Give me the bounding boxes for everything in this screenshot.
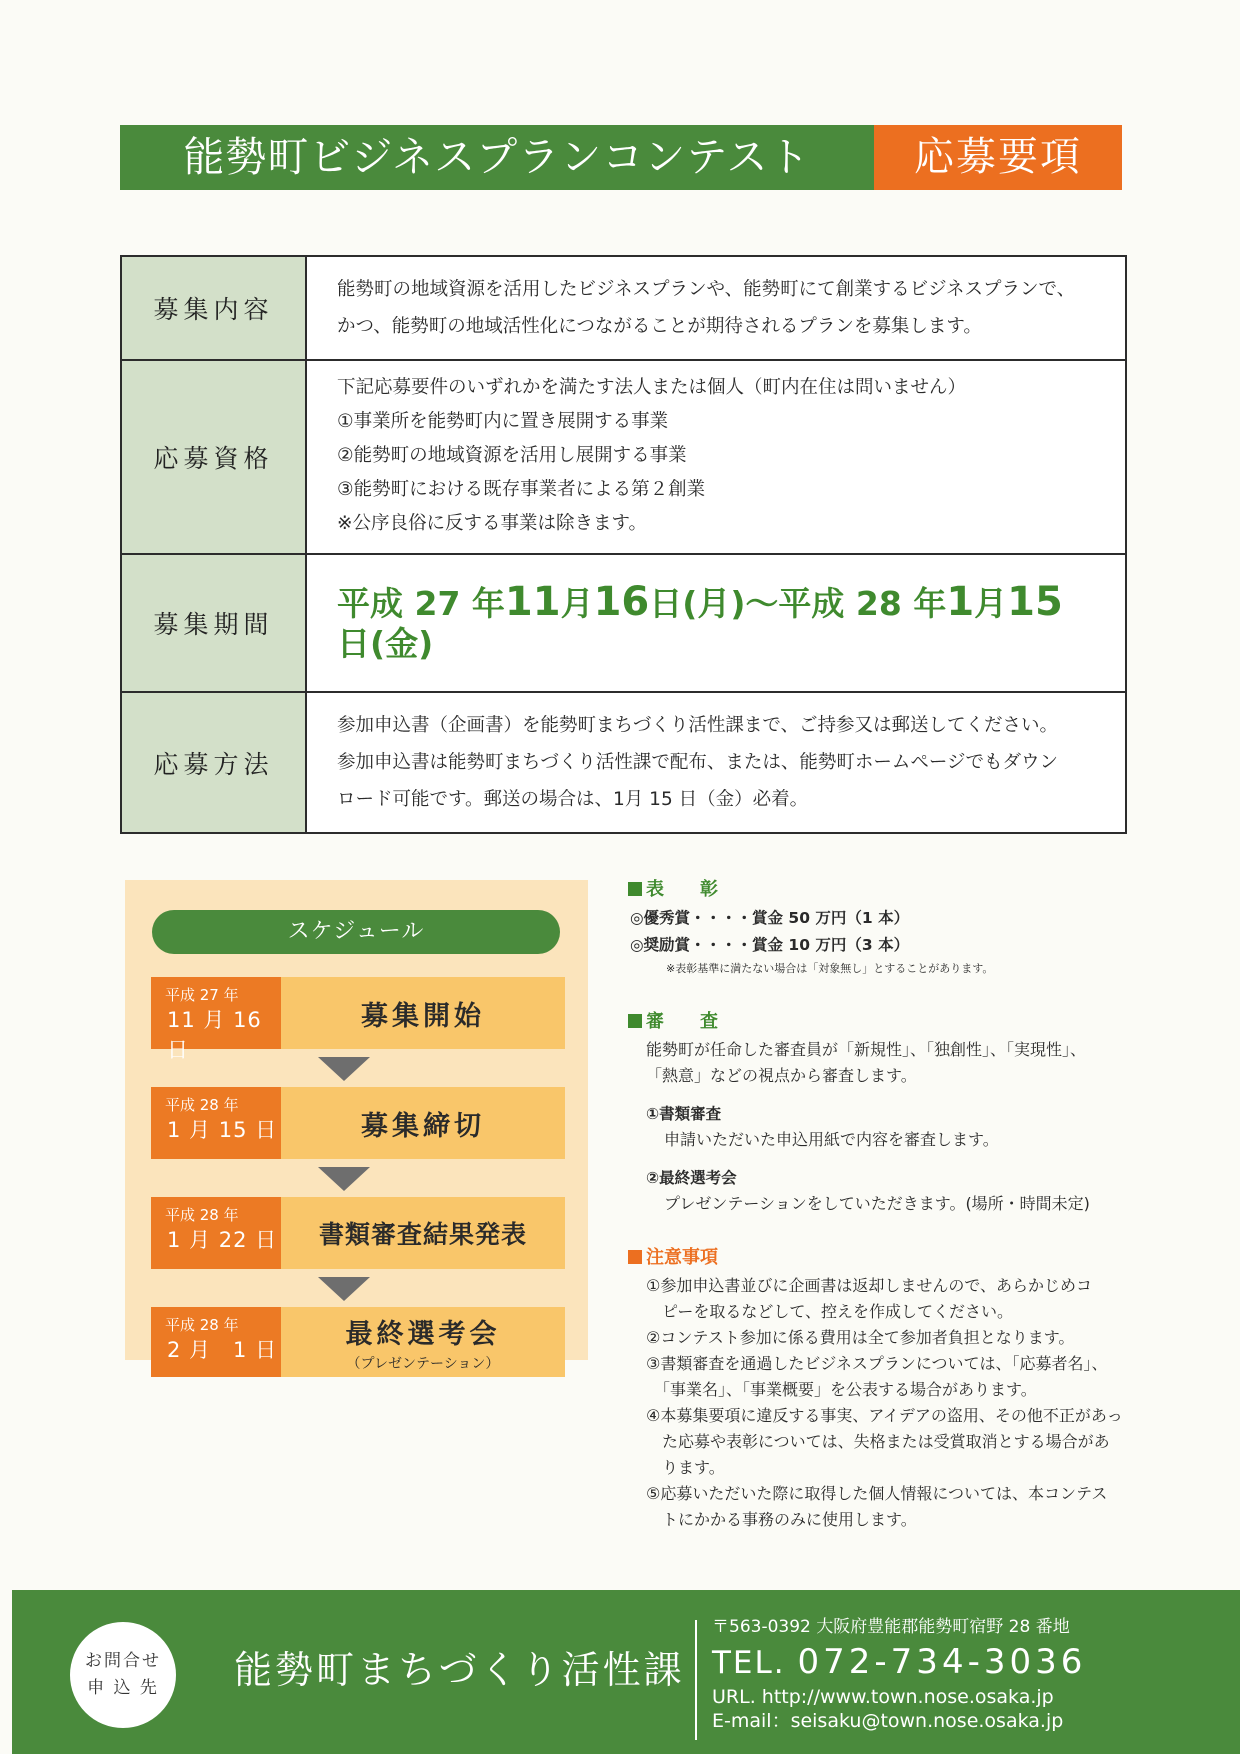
footer-divider xyxy=(695,1620,697,1740)
note-line: トにかかる事務のみに使用します。 xyxy=(646,1510,917,1529)
down-arrow-icon xyxy=(318,1277,370,1301)
step-label-main: 最終選考会 xyxy=(345,1318,501,1350)
period-month-unit: 月 xyxy=(560,584,594,623)
step-year: 平成 28 年 xyxy=(165,1316,239,1334)
schedule-step xyxy=(151,1087,565,1159)
review-line: 「熱意」などの視点から審査します。 xyxy=(646,1066,917,1085)
schedule-step xyxy=(151,1307,565,1377)
step-date xyxy=(151,977,281,1062)
period-day-unit: 日 xyxy=(649,584,683,623)
period-month-end: 1 xyxy=(946,579,975,625)
info-row-period xyxy=(122,555,1125,693)
period-month-start: 11 xyxy=(504,579,561,625)
info-row-content xyxy=(122,257,1125,361)
period-weekday-start: (月) xyxy=(682,584,746,623)
info-line: 参加申込書は能勢町まちづくり活性課で配布、または、能勢町ホームページでもダウン xyxy=(337,752,1058,773)
review-stage-head: ②最終選考会 xyxy=(646,1169,737,1187)
period-month-unit: 月 xyxy=(974,584,1008,623)
review-line: 能勢町が任命した審査員が「新規性」、「独創性」、「実現性」、 xyxy=(646,1040,1087,1059)
page-title: 能勢町ビジネスプランコンテスト xyxy=(183,133,811,181)
info-line: 能勢町の地域資源を活用したビジネスプランや、能勢町にて創業するビジネスプランで、 xyxy=(337,279,1076,300)
step-label-sub: （プレゼンテーション） xyxy=(346,1355,500,1372)
period-era-start: 平成 27 年 xyxy=(337,584,505,623)
info-body xyxy=(307,361,1125,553)
step-day: 1 月 15 日 xyxy=(167,1118,278,1142)
step-day: 1 月 22 日 xyxy=(167,1228,278,1252)
schedule-step xyxy=(151,977,565,1062)
contact-badge-line: 申 込 先 xyxy=(87,1678,159,1698)
tel-number: 072-734-3036 xyxy=(797,1642,1087,1682)
contact-footer xyxy=(12,1590,1240,1754)
period-day-unit: 日 xyxy=(337,624,370,663)
step-year: 平成 27 年 xyxy=(165,986,239,1004)
review-stage-text: プレゼンテーションをしていただきます。(場所・時間未定) xyxy=(664,1194,1090,1213)
details-column xyxy=(628,875,1148,1533)
period-separator: ～ xyxy=(745,584,779,623)
section-head-awards xyxy=(628,875,1148,901)
step-label xyxy=(281,1307,565,1377)
step-date xyxy=(151,1307,281,1377)
info-head: 応募資格 xyxy=(122,361,307,553)
contact-info xyxy=(712,1614,1086,1733)
info-line: ③能勢町における既存事業者による第２創業 xyxy=(337,479,706,500)
info-row-method xyxy=(122,693,1125,832)
info-row-eligibility xyxy=(122,361,1125,555)
award-note: ※表彰基準に満たない場合は「対象無し」とすることがあります。 xyxy=(666,962,994,975)
step-date xyxy=(151,1087,281,1159)
info-line: ※公序良俗に反する事業は除きます。 xyxy=(337,513,648,534)
info-line: 下記応募要件のいずれかを満たす法人または個人（町内在住は問いません） xyxy=(337,377,967,398)
note-line: ④本募集要項に違反する事実、アイデアの盗用、その他不正があっ xyxy=(646,1406,1123,1425)
section-head-notes xyxy=(628,1243,1148,1269)
schedule-title: スケジュール xyxy=(152,910,560,954)
title-band xyxy=(120,125,1122,190)
section-head-text: 審 査 xyxy=(646,1011,718,1032)
info-line: ロード可能です。郵送の場合は、1月 15 日（金）必着。 xyxy=(337,789,809,810)
review-stage-head: ①書類審査 xyxy=(646,1105,722,1123)
note-line: ①参加申込書並びに企画書は返却しませんので、あらかじめコ xyxy=(646,1276,1093,1295)
square-bullet-icon xyxy=(628,882,642,896)
note-line: た応募や表彰については、失格または受賞取消とする場合があ xyxy=(646,1432,1110,1451)
schedule-step xyxy=(151,1197,565,1269)
step-label xyxy=(281,1197,565,1269)
step-day: 2 月 1 日 xyxy=(167,1338,278,1362)
down-arrow-icon xyxy=(318,1167,370,1191)
contact-badge-line: お問合せ xyxy=(85,1651,161,1671)
square-bullet-icon xyxy=(628,1014,642,1028)
step-day: 11 月 16 日 xyxy=(167,1008,262,1062)
note-line: ⑤応募いただいた際に取得した個人情報については、本コンテス xyxy=(646,1484,1108,1503)
step-year: 平成 28 年 xyxy=(165,1096,239,1114)
period-day-start: 16 xyxy=(593,579,650,625)
step-date xyxy=(151,1197,281,1269)
note-line: 「事業名」、「事業概要」を公表する場合があります。 xyxy=(646,1380,1037,1399)
info-head: 募集内容 xyxy=(122,257,307,359)
info-body xyxy=(307,257,1125,359)
step-label-main: 募集開始 xyxy=(361,1000,485,1032)
down-arrow-icon xyxy=(318,1057,370,1081)
contact-badge xyxy=(70,1622,176,1728)
info-line: ②能勢町の地域資源を活用し展開する事業 xyxy=(337,445,687,466)
schedule-panel xyxy=(125,880,588,1372)
note-line: ピーを取るなどして、控えを作成してください。 xyxy=(646,1302,1014,1321)
section-head-text: 表 彰 xyxy=(646,879,718,900)
step-label xyxy=(281,1087,565,1159)
info-line: 参加申込書（企画書）を能勢町まちづくり活性課まで、ご持参又は郵送してください。 xyxy=(337,715,1058,736)
step-label xyxy=(281,977,565,1049)
info-line: ①事業所を能勢町内に置き展開する事業 xyxy=(337,411,669,432)
tel-label: TEL. xyxy=(712,1645,786,1681)
note-line: ります。 xyxy=(646,1458,725,1477)
period-text xyxy=(307,555,1125,691)
phone xyxy=(712,1640,1086,1685)
info-line: かつ、能勢町の地域活性化につながることが期待されるプランを募集します。 xyxy=(337,316,982,337)
period-weekday-end: (金) xyxy=(370,624,434,663)
period-era-end: 平成 28 年 xyxy=(778,584,947,623)
step-label-main: 書類審査結果発表 xyxy=(318,1220,527,1249)
award-item: ◎奨励賞・・・・賞金 10 万円（3 本） xyxy=(630,936,910,954)
review-stage-text: 申請いただいた申込用紙で内容を審査します。 xyxy=(664,1130,999,1149)
square-bullet-icon xyxy=(628,1250,642,1264)
step-label-main: 募集締切 xyxy=(361,1110,485,1142)
period-day-end: 15 xyxy=(1007,579,1063,625)
email-address[interactable]: E-mail：seisaku@town.nose.osaka.jp xyxy=(712,1710,1064,1732)
address: 〒563-0392 大阪府豊能郡能勢町宿野 28 番地 xyxy=(712,1617,1070,1637)
title-tag: 応募要項 xyxy=(874,125,1122,190)
department-name: 能勢町まちづくり活性課 xyxy=(234,1648,685,1692)
note-line: ③書類審査を通過したビジネスプランについては、「応募者名」、 xyxy=(646,1354,1108,1373)
info-head: 募集期間 xyxy=(122,555,307,691)
info-table xyxy=(120,255,1127,834)
note-line: ②コンテスト参加に係る費用は全て参加者負担となります。 xyxy=(646,1328,1075,1347)
section-head-review xyxy=(628,1007,1148,1033)
step-year: 平成 28 年 xyxy=(165,1206,239,1224)
info-body xyxy=(307,693,1125,832)
section-head-text: 注意事項 xyxy=(646,1247,718,1268)
website-url[interactable]: URL. http://www.town.nose.osaka.jp xyxy=(712,1686,1054,1708)
info-head: 応募方法 xyxy=(122,693,307,832)
award-item: ◎優秀賞・・・・賞金 50 万円（1 本） xyxy=(630,909,910,927)
